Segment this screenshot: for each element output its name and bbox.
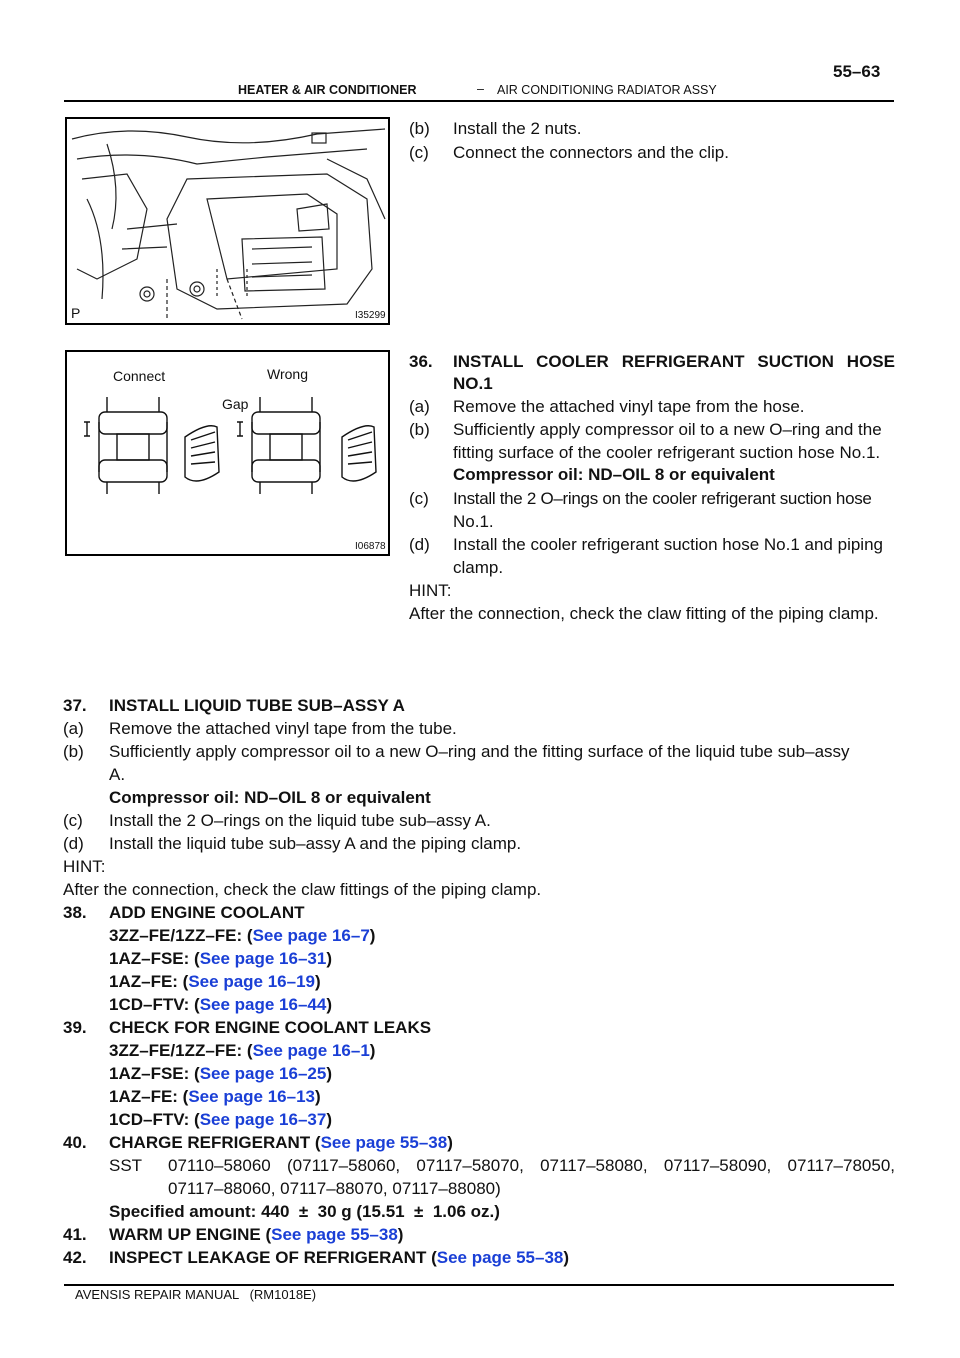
sst-text-cont: 07117–88060, 07117–88070, 07117–88080) bbox=[168, 1179, 501, 1198]
step-39-number: 39. bbox=[63, 1018, 87, 1037]
hint-text: After the connection, check the claw fittings of the piping clamp. bbox=[63, 880, 542, 899]
see-page-link[interactable]: See page 16–37 bbox=[199, 1110, 327, 1129]
footer-rule bbox=[64, 1284, 894, 1286]
figure-connect-wrong bbox=[65, 350, 390, 556]
see-page-link[interactable]: See page 16–7 bbox=[252, 926, 370, 945]
step-36b-spec: Compressor oil: ND–OIL 8 or equivalent bbox=[453, 465, 775, 484]
coolant-item: 1AZ–FE: (See page 16–19) bbox=[109, 972, 321, 991]
see-page-link[interactable]: See page 16–31 bbox=[199, 949, 327, 968]
step-37c-label: (c) bbox=[63, 811, 83, 830]
step-41-number: 41. bbox=[63, 1225, 87, 1244]
step-36b-label: (b) bbox=[409, 420, 430, 439]
step-b-text: Install the 2 nuts. bbox=[453, 119, 582, 138]
figure-radiator-install bbox=[65, 117, 390, 325]
step-36b-text-cont: fitting surface of the cooler refrigerant suction hose No.1. bbox=[453, 443, 881, 462]
see-page-link[interactable]: See page 16–19 bbox=[188, 972, 315, 991]
leak-item: 1AZ–FSE: (See page 16–25) bbox=[109, 1064, 333, 1083]
step-37d-label: (d) bbox=[63, 834, 84, 853]
step-36a-label: (a) bbox=[409, 397, 430, 416]
step-36-number: 36. bbox=[409, 352, 433, 371]
header-separator: – bbox=[477, 82, 484, 96]
step-c-text: Connect the connectors and the clip. bbox=[453, 143, 729, 162]
step-36b-text: Sufficiently apply compressor oil to a new O–ring and the bbox=[453, 420, 882, 439]
radiator-install-illustration bbox=[67, 119, 388, 323]
figure-id: I35299 bbox=[355, 310, 386, 321]
step-37b-spec: Compressor oil: ND–OIL 8 or equivalent bbox=[109, 788, 431, 807]
label-connect: Connect bbox=[113, 368, 166, 384]
hint-label: HINT: bbox=[63, 857, 106, 876]
step-36-title: INSTALL COOLER REFRIGERANT SUCTION HOSE bbox=[453, 352, 895, 371]
step-37d-text: Install the liquid tube sub–assy A and the piping clamp. bbox=[109, 834, 522, 853]
step-36d-text-cont: clamp. bbox=[453, 558, 504, 577]
step-36a-text: Remove the attached vinyl tape from the hose. bbox=[453, 397, 805, 416]
step-41-title: WARM UP ENGINE (See page 55–38) bbox=[109, 1225, 404, 1244]
figure-corner-label: P bbox=[71, 305, 81, 321]
step-36d-text: Install the cooler refrigerant suction hose No.1 and piping bbox=[453, 535, 883, 554]
see-page-link[interactable]: See page 16–1 bbox=[252, 1041, 370, 1060]
step-b-label: (b) bbox=[409, 119, 430, 138]
page-number: 55–63 bbox=[833, 62, 881, 81]
step-36c-label: (c) bbox=[409, 489, 429, 508]
step-37b-label: (b) bbox=[63, 742, 84, 761]
see-page-link[interactable]: See page 55–38 bbox=[436, 1248, 564, 1267]
leak-item: 1AZ–FE: (See page 16–13) bbox=[109, 1087, 321, 1106]
step-38-number: 38. bbox=[63, 903, 87, 922]
figure-id: I06878 bbox=[355, 541, 386, 552]
section-title: HEATER & AIR CONDITIONER bbox=[238, 83, 417, 97]
step-37b-text: Sufficiently apply compressor oil to a new O–ring and the fitting surface of the liquid tube sub–assy bbox=[109, 742, 850, 761]
specified-amount: Specified amount: 440 ± 30 g (15.51 ± 1.06 oz.) bbox=[109, 1202, 500, 1221]
step-36c-text-cont: No.1. bbox=[453, 512, 494, 531]
step-40-number: 40. bbox=[63, 1133, 87, 1152]
see-page-link[interactable]: See page 16–25 bbox=[199, 1064, 327, 1083]
hint-text: After the connection, check the claw fitting of the piping clamp. bbox=[409, 604, 879, 623]
coolant-item: 1AZ–FSE: (See page 16–31) bbox=[109, 949, 333, 968]
step-40-title: CHARGE REFRIGERANT (See page 55–38) bbox=[109, 1133, 453, 1152]
see-page-link[interactable]: See page 16–44 bbox=[199, 995, 327, 1014]
header-rule bbox=[64, 100, 894, 102]
step-42-title: INSPECT LEAKAGE OF REFRIGERANT (See page 55–38) bbox=[109, 1248, 570, 1267]
step-36d-label: (d) bbox=[409, 535, 430, 554]
step-37-title: INSTALL LIQUID TUBE SUB–ASSY A bbox=[109, 696, 405, 715]
step-36-title-cont: NO.1 bbox=[453, 374, 493, 393]
see-page-link[interactable]: See page 16–13 bbox=[188, 1087, 315, 1106]
step-37b-text-cont: A. bbox=[109, 765, 126, 784]
step-c-label: (c) bbox=[409, 143, 429, 162]
step-36c-text: Install the 2 O–rings on the cooler refrigerant suction hose bbox=[453, 489, 872, 508]
step-39-title: CHECK FOR ENGINE COOLANT LEAKS bbox=[109, 1018, 432, 1037]
hint-label: HINT: bbox=[409, 581, 452, 600]
footer-text: AVENSIS REPAIR MANUAL (RM1018E) bbox=[75, 1287, 317, 1302]
coolant-item: 3ZZ–FE/1ZZ–FE: (See page 16–7) bbox=[109, 926, 376, 945]
label-gap: Gap bbox=[222, 396, 249, 412]
step-37a-text: Remove the attached vinyl tape from the tube. bbox=[109, 719, 457, 738]
subsection-title: AIR CONDITIONING RADIATOR ASSY bbox=[497, 83, 717, 97]
see-page-link[interactable]: See page 55–38 bbox=[271, 1225, 398, 1244]
step-42-number: 42. bbox=[63, 1248, 87, 1267]
sst-label: SST bbox=[109, 1156, 143, 1175]
step-38-title: ADD ENGINE COOLANT bbox=[109, 903, 305, 922]
sst-text: 07110–58060 (07117–58060, 07117–58070, 07117–58080, 07117–58090, 07117–78050, bbox=[168, 1156, 895, 1175]
leak-item: 3ZZ–FE/1ZZ–FE: (See page 16–1) bbox=[109, 1041, 376, 1060]
leak-item: 1CD–FTV: (See page 16–37) bbox=[109, 1110, 333, 1129]
see-page-link[interactable]: See page 55–38 bbox=[320, 1133, 448, 1152]
label-wrong: Wrong bbox=[267, 366, 308, 382]
step-37-number: 37. bbox=[63, 696, 87, 715]
coolant-item: 1CD–FTV: (See page 16–44) bbox=[109, 995, 333, 1014]
step-37c-text: Install the 2 O–rings on the liquid tube sub–assy A. bbox=[109, 811, 491, 830]
step-37a-label: (a) bbox=[63, 719, 84, 738]
